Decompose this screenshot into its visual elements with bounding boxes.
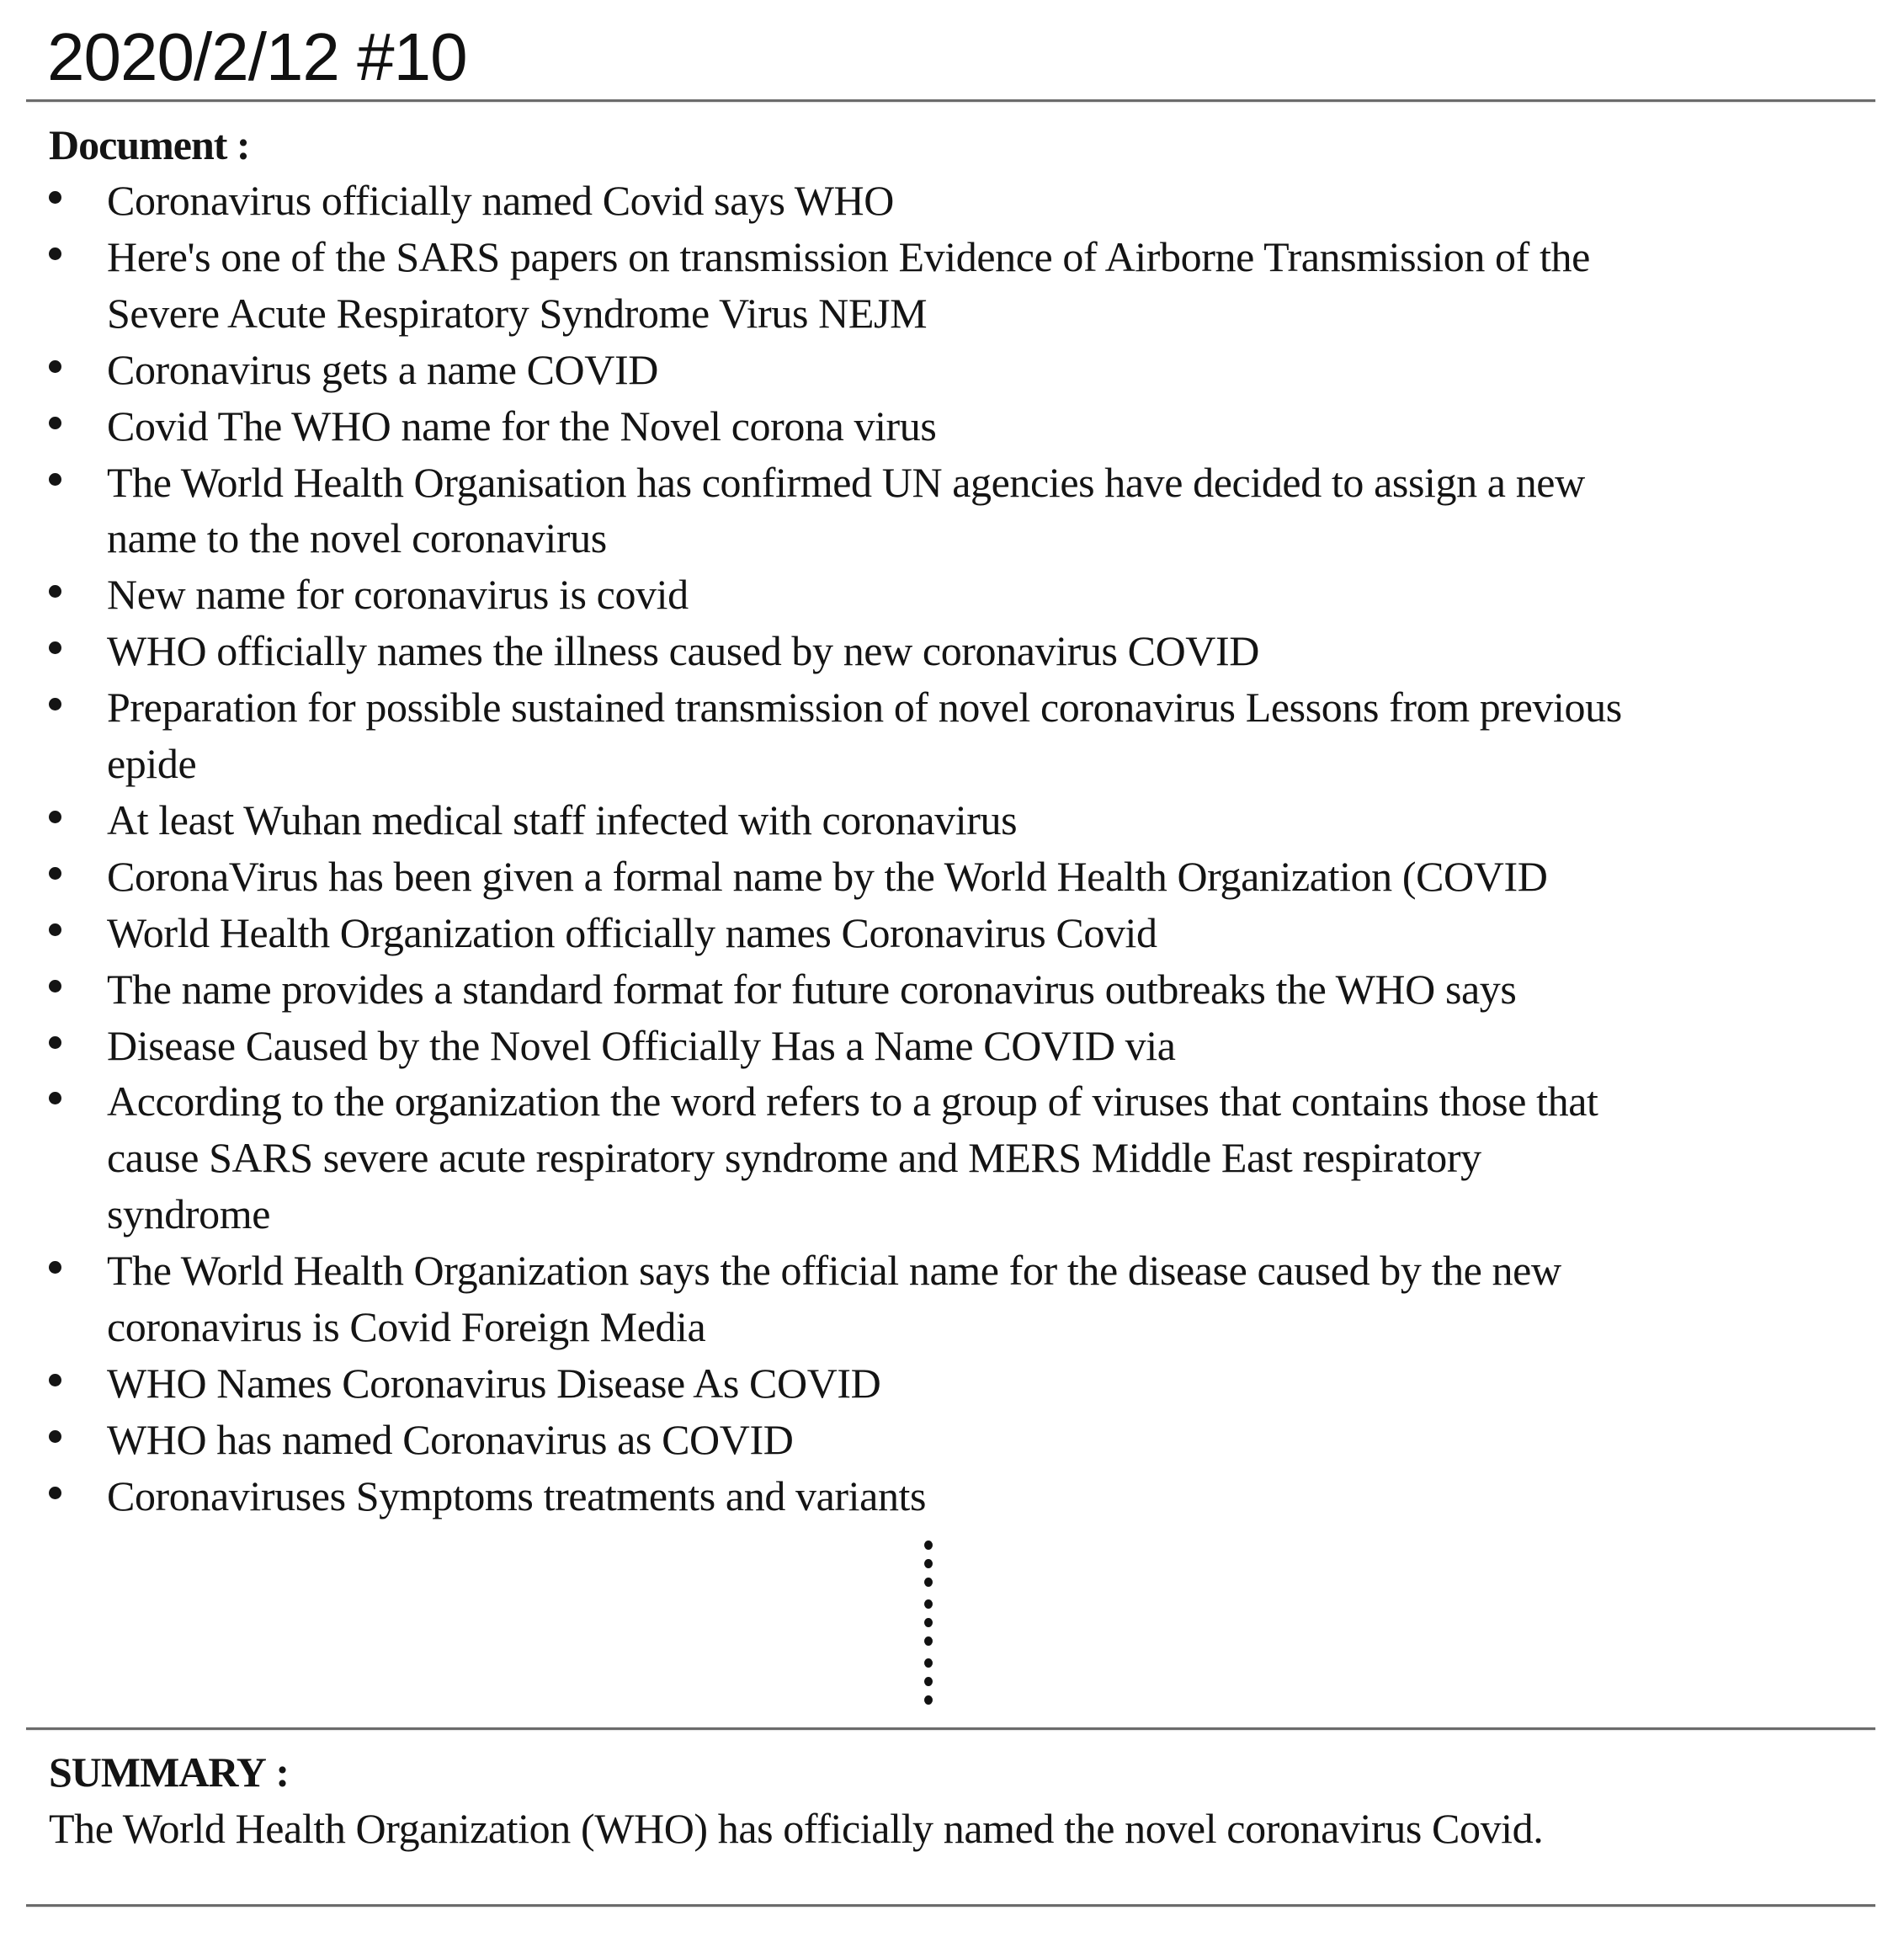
ellipsis-dot	[924, 1578, 933, 1587]
list-item-text: Preparation for possible sustained transmission of novel coronavirus Lessons from previous	[107, 684, 1622, 732]
list-item-text-continuation: name to the novel coronavirus	[107, 514, 607, 562]
ellipsis-dot	[924, 1541, 933, 1550]
bullet-icon	[49, 980, 61, 992]
list-item-text: The name provides a standard format for future coronavirus outbreaks the WHO says	[107, 965, 1517, 1013]
list-item-text: CoronaVirus has been given a formal name by the World Health Organization (COVID	[107, 852, 1548, 900]
bullet-icon	[49, 867, 61, 880]
list-item-text: New name for coronavirus is covid	[107, 571, 689, 619]
list-item-text: WHO has named Coronavirus as COVID	[107, 1415, 794, 1463]
bullet-icon	[49, 473, 61, 486]
list-item-text: WHO Names Coronavirus Disease As COVID	[107, 1359, 881, 1407]
list-item-text: World Health Organization officially names Coronavirus Covid	[107, 908, 1157, 956]
summary-heading: SUMMARY :	[49, 1748, 290, 1796]
document-heading: Document :	[49, 121, 250, 168]
bullet-icon	[49, 1430, 61, 1443]
ellipsis-dot	[924, 1658, 933, 1668]
ellipsis-dot	[924, 1599, 933, 1609]
bullet-icon	[49, 1036, 61, 1049]
bullet-icon	[49, 923, 61, 936]
title-divider	[26, 99, 1875, 102]
list-item-text: According to the organization the word refers to a group of viruses that contains those that	[107, 1078, 1598, 1125]
list-item-text-continuation: epide	[107, 740, 197, 787]
page-title: 2020/2/12 #10	[47, 19, 467, 94]
list-item-text: Disease Caused by the Novel Officially Has a Name COVID via	[107, 1021, 1176, 1069]
list-item-text: Coronavirus gets a name COVID	[107, 345, 658, 393]
list-item-text: Here's one of the SARS papers on transmission Evidence of Airborne Transmission of the	[107, 232, 1590, 280]
list-item-text: Covid The WHO name for the Novel corona virus	[107, 402, 937, 450]
list-item-text: At least Wuhan medical staff infected with coronavirus	[107, 796, 1018, 843]
ellipsis-dot	[924, 1677, 933, 1686]
summary-divider	[26, 1727, 1875, 1730]
list-item-text-continuation: Severe Acute Respiratory Syndrome Virus NEJM	[107, 289, 928, 337]
list-item-text: Coronaviruses Symptoms treatments and variants	[107, 1471, 927, 1519]
ellipsis-dot	[924, 1695, 933, 1705]
ellipsis-dot	[924, 1559, 933, 1568]
bullet-icon	[49, 1374, 61, 1386]
bullet-icon	[49, 585, 61, 598]
bottom-divider	[26, 1904, 1875, 1907]
list-item-text: Coronavirus officially named Covid says WHO	[107, 177, 894, 224]
list-item-text: The World Health Organisation has confirmed UN agencies have decided to assign a new	[107, 458, 1585, 506]
bullet-icon	[49, 191, 61, 204]
bullet-icon	[49, 417, 61, 429]
list-item-text: WHO officially names the illness caused by new coronavirus COVID	[107, 627, 1259, 675]
bullet-icon	[49, 811, 61, 823]
ellipsis-dot	[924, 1618, 933, 1627]
list-item-text-continuation: coronavirus is Covid Foreign Media	[107, 1303, 706, 1350]
bullet-icon	[49, 1261, 61, 1274]
list-item-text-continuation: syndrome	[107, 1190, 270, 1238]
ellipsis-dot	[924, 1636, 933, 1646]
bullet-icon	[49, 698, 61, 710]
summary-text: The World Health Organization (WHO) has officially named the novel coronavirus Covid.	[49, 1805, 1544, 1852]
list-item-text: The World Health Organization says the official name for the disease caused by the new	[107, 1247, 1561, 1295]
bullet-icon	[49, 1487, 61, 1499]
bullet-icon	[49, 360, 61, 373]
bullet-icon	[49, 641, 61, 654]
bullet-icon	[49, 247, 61, 260]
bullet-icon	[49, 1092, 61, 1104]
list-item-text-continuation: cause SARS severe acute respiratory syndrome and MERS Middle East respiratory	[107, 1134, 1481, 1182]
